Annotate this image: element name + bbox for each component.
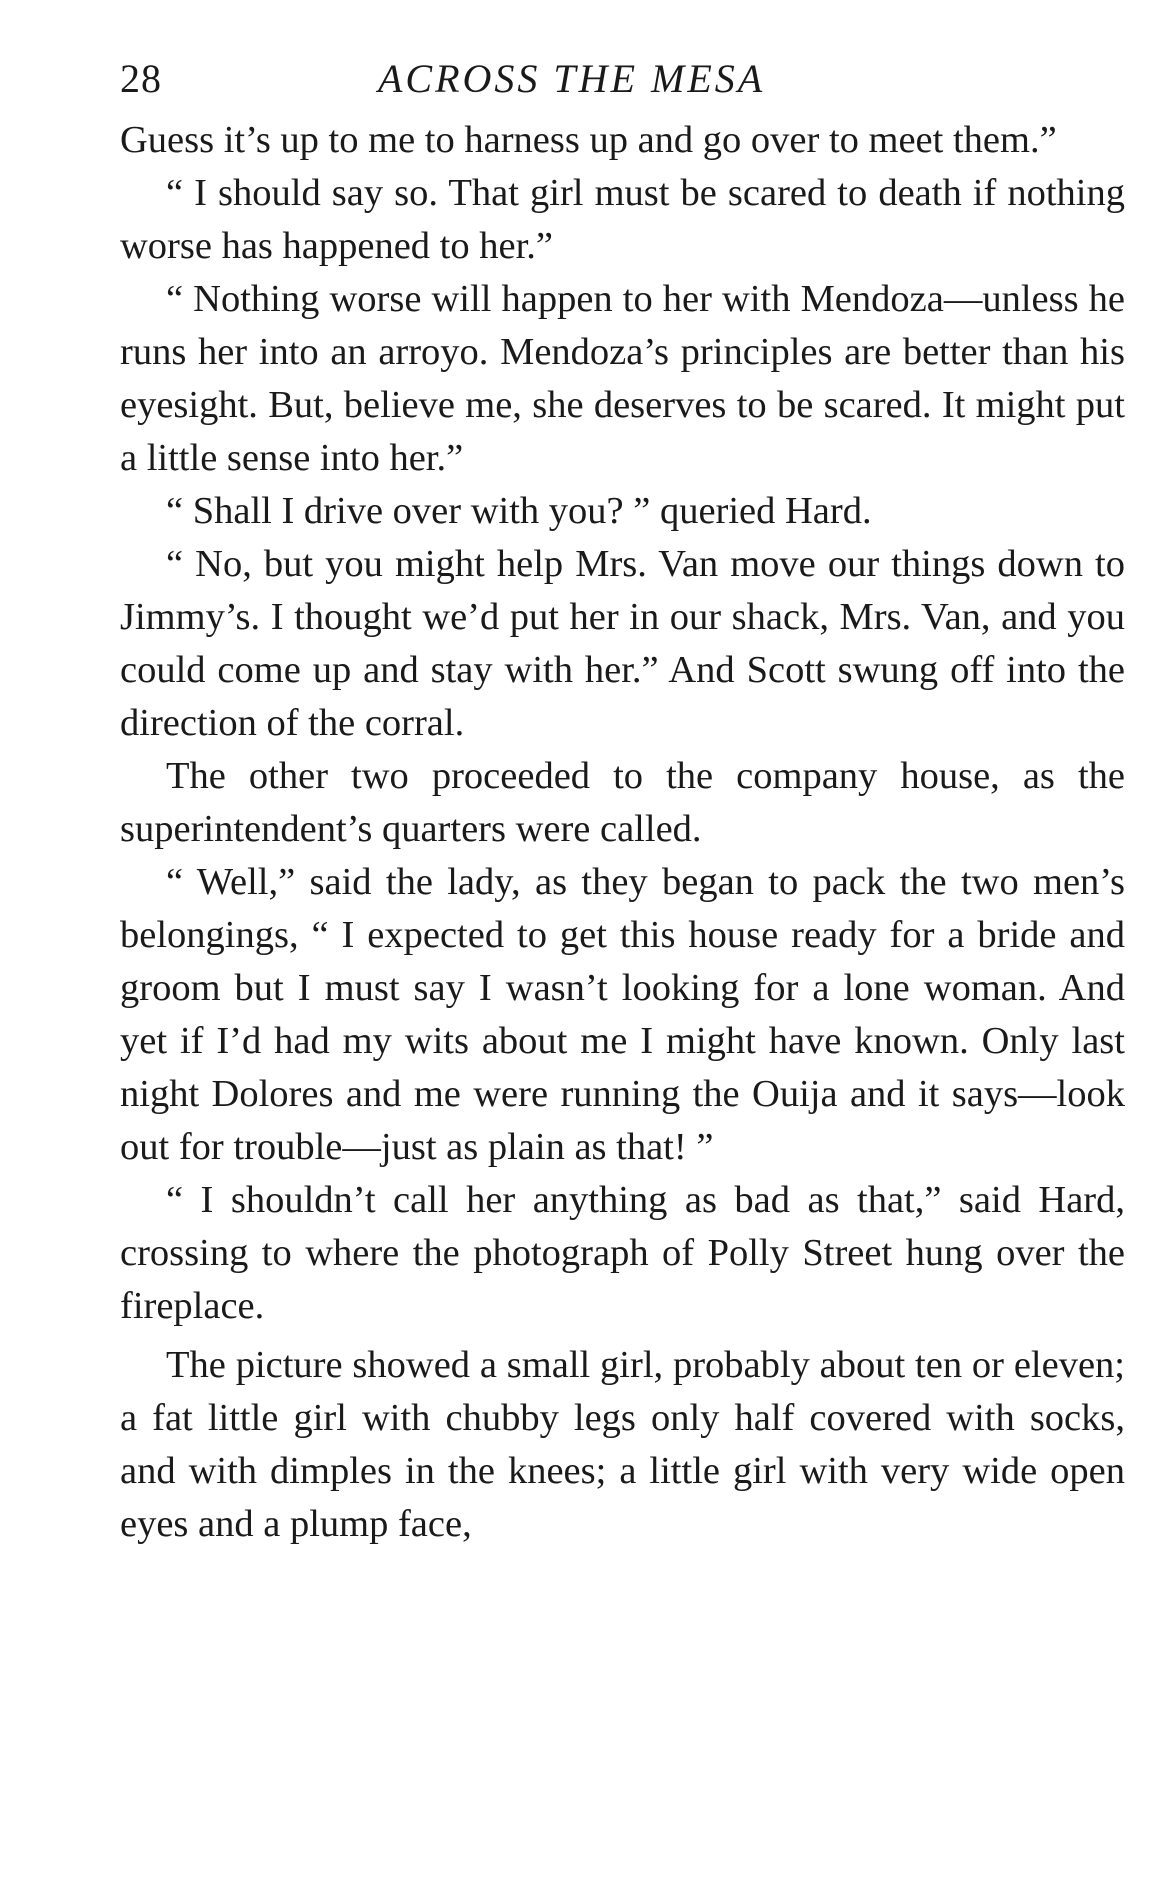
paragraph: “ Shall I drive over with you? ” queried Hard. bbox=[166, 490, 872, 532]
body-text bbox=[120, 114, 1125, 1551]
book-page bbox=[120, 48, 1125, 1551]
paragraph: Guess it’s up to me to harness up and go over to meet them.” bbox=[120, 119, 1057, 161]
running-title: ACROSS THE MESA bbox=[378, 56, 766, 101]
paragraph: “ Well,” said the lady, as they began to pack the two men’s belongings, “ I expected to get this house ready for a bride and groom but I must say I wasn’t looking for a lone woman. And yet if I’d had my wits about me I might have known. Only last night Dolores and me were running the Ouija and it says—look out for trouble—just as plain as that! ” bbox=[120, 861, 1125, 1168]
paragraph: “ No, but you might help Mrs. Van move our things down to Jimmy’s. I thought we’d put her in our shack, Mrs. Van, and you could come up and stay with her.” And Scott swung off into the direction of the corral. bbox=[120, 543, 1125, 744]
running-head bbox=[120, 48, 1125, 110]
paragraph: “ I shouldn’t call her anything as bad as that,” said Hard, crossing to where the photograph of Polly Street hung over the fireplace. bbox=[120, 1179, 1125, 1327]
paragraph: “ Nothing worse will happen to her with Mendoza—unless he runs her into an arroyo. Mendoza’s principles are better than his eyesight. But, believe me, she deserves to be scared. It might put a little sense into her.” bbox=[120, 278, 1125, 479]
page-number: 28 bbox=[120, 56, 162, 101]
paragraph: The other two proceeded to the company house, as the superintendent’s quarters were called. bbox=[120, 755, 1125, 850]
paragraph: The picture showed a small girl, probably about ten or eleven; a fat little girl with chubby legs only half covered with socks, and with dimples in the knees; a little girl with very wide open eyes and a plump face, bbox=[120, 1344, 1125, 1545]
paragraph: “ I should say so. That girl must be scared to death if nothing worse has happened to her.” bbox=[120, 172, 1125, 267]
